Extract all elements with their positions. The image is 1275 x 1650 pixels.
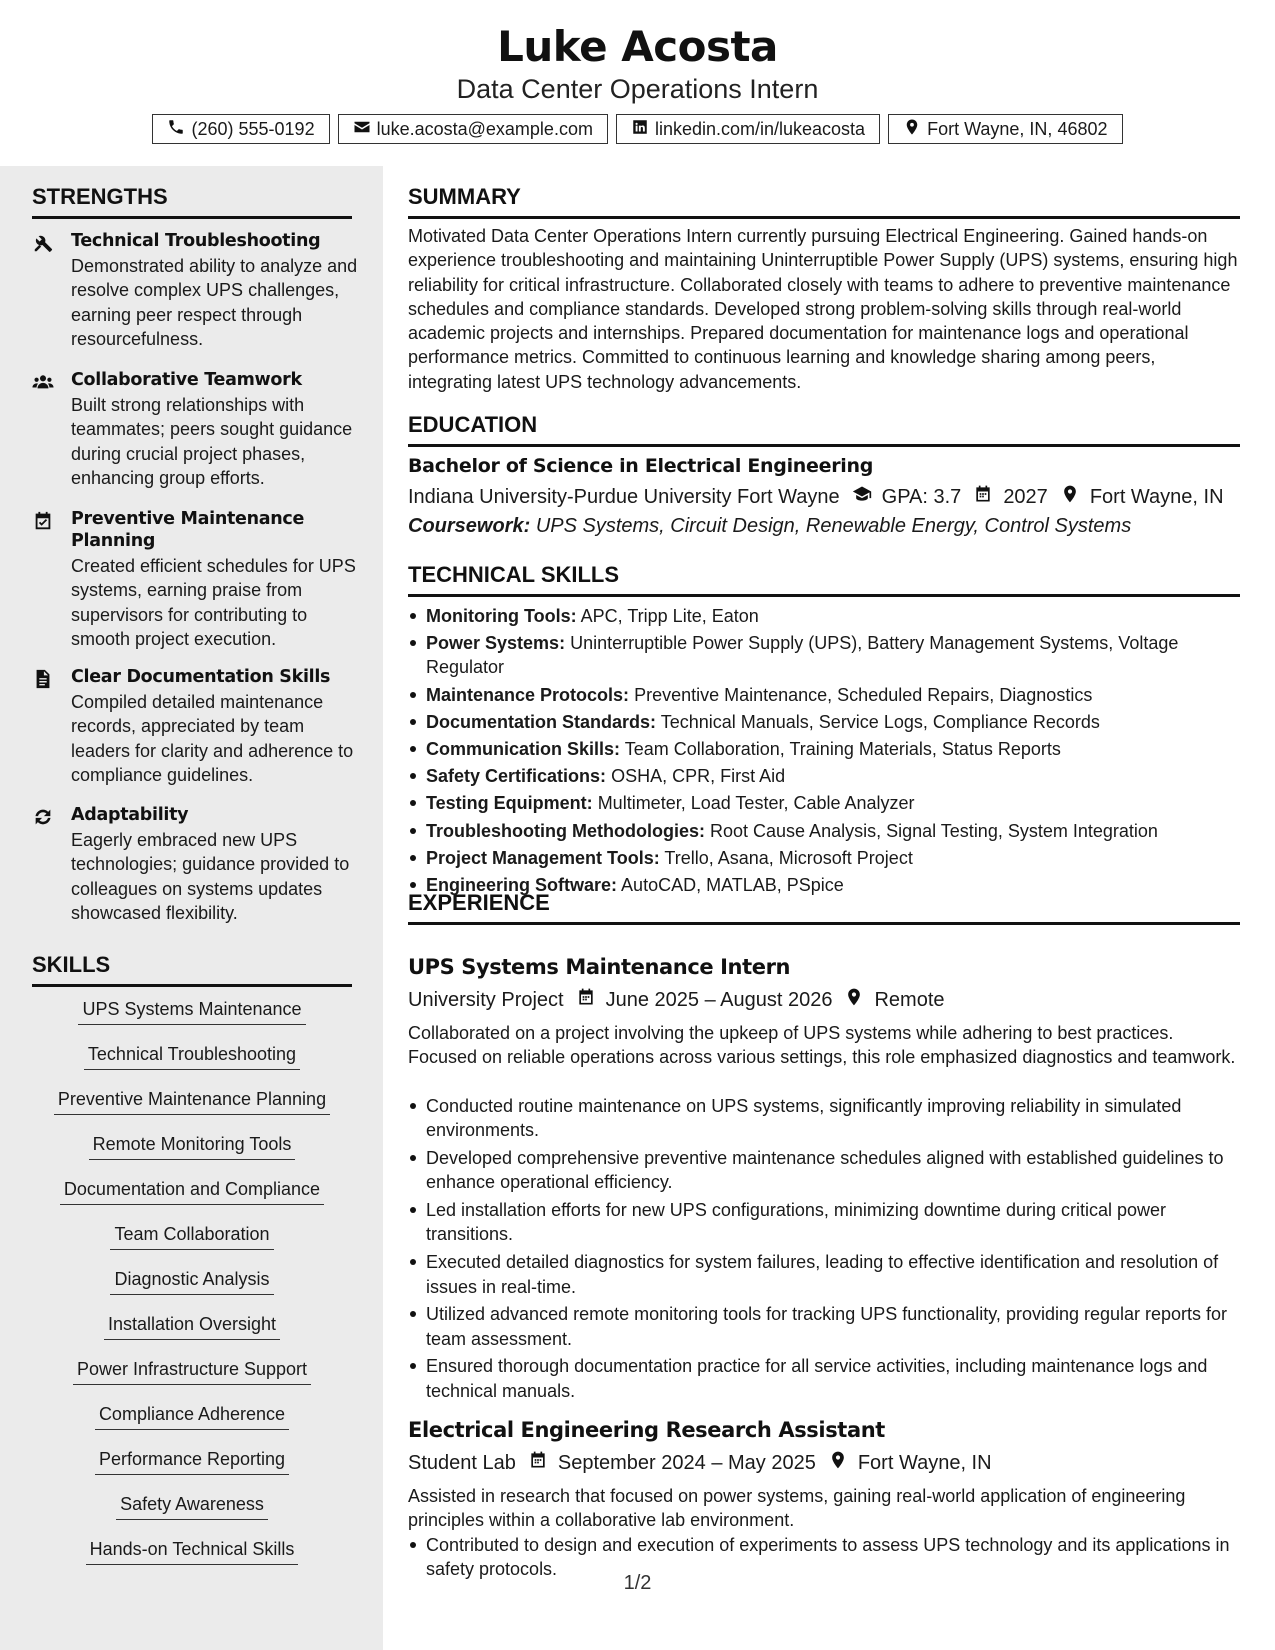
strength-title: Collaborative Teamwork — [71, 370, 302, 390]
job-org: Student Lab — [408, 1451, 516, 1474]
skill-tag: Compliance Adherence — [32, 1395, 352, 1440]
school-location: Fort Wayne, IN — [1089, 485, 1224, 508]
strength-item — [32, 666, 362, 787]
strength-title: Clear Documentation Skills — [71, 667, 331, 687]
list-item: Monitoring Tools: APC, Tripp Lite, Eaton — [408, 604, 1240, 628]
calendar-icon — [961, 484, 1003, 510]
linkedin-icon — [631, 118, 649, 141]
skills-heading: SKILLS — [32, 952, 352, 987]
education-heading: EDUCATION — [408, 412, 1240, 447]
strength-title: Technical Troubleshooting — [71, 231, 321, 251]
skill-tag: Diagnostic Analysis — [32, 1260, 352, 1305]
strength-item — [32, 804, 362, 925]
users-icon — [32, 371, 54, 393]
strength-item — [32, 369, 362, 490]
tools-icon — [32, 232, 54, 254]
degree-title: Bachelor of Science in Electrical Engineering — [408, 455, 873, 477]
job-org: University Project — [408, 988, 564, 1011]
job-title: Electrical Engineering Research Assistant — [408, 1418, 885, 1442]
map-pin-icon — [816, 1450, 858, 1476]
strength-desc: Eagerly embraced new UPS technologies; guidance provided to colleagues on systems updates showcased flexibility. — [71, 830, 350, 923]
coursework-label: Coursework: — [408, 515, 531, 537]
document-icon — [32, 668, 54, 690]
list-item: Testing Equipment: Multimeter, Load Tester, Cable Analyzer — [408, 791, 1240, 815]
graduation-year: 2027 — [1003, 485, 1048, 508]
contact-email[interactable] — [338, 114, 608, 144]
strength-title: Preventive Maintenance Planning — [71, 509, 305, 551]
list-item: Power Systems: Uninterruptible Power Supply (UPS), Battery Management Systems, Voltage Regulator — [408, 631, 1240, 680]
job-meta — [408, 1450, 992, 1476]
list-item: Led installation efforts for new UPS configurations, minimizing downtime during critical power transitions. — [408, 1198, 1240, 1247]
skill-tag: Documentation and Compliance — [32, 1170, 352, 1215]
contact-location-text: Fort Wayne, IN, 46802 — [927, 118, 1108, 139]
job-description: Collaborated on a project involving the upkeep of UPS systems while adhering to best practices. Focused on reliable operations across various settings, this role emphasized diagnostics and teamwork. — [408, 1023, 1236, 1068]
calendar-icon — [516, 1450, 558, 1476]
job-dates: September 2024 – May 2025 — [557, 1451, 816, 1474]
skill-tag: Power Infrastructure Support — [32, 1350, 352, 1395]
contact-linkedin[interactable] — [616, 114, 880, 144]
list-item: Engineering Software: AutoCAD, MATLAB, PSpice — [408, 873, 1240, 897]
strength-title: Adaptability — [71, 805, 189, 825]
list-item: Utilized advanced remote monitoring tools for tracking UPS functionality, providing regular reports for team assessment. — [408, 1302, 1240, 1351]
summary-text: Motivated Data Center Operations Intern currently pursuing Electrical Engineering. Gained hands-on experience troubleshooting and maintaining Uninterruptible Power Supply (UPS) systems, ensuring high reliability for critical infrastructure. Collaborated closely with teams to adhere to preventive maintenance schedules and compliance standards. Developed strong problem-solving skills through real-world academic projects and internships. Prepared documentation for maintenance logs and operational performance metrics. Committed to continuous learning and knowledge sharing among peers, integrating latest UPS technology advancements. — [408, 226, 1238, 392]
list-item: Executed detailed diagnostics for system failures, leading to effective identification and resolution of issues in real-time. — [408, 1250, 1240, 1299]
list-item: Project Management Tools: Trello, Asana, Microsoft Project — [408, 846, 1240, 870]
calendar-icon — [564, 987, 606, 1013]
skill-tag: Remote Monitoring Tools — [32, 1125, 352, 1170]
job-description: Assisted in research that focused on power systems, gaining real-world application of engineering principles within a collaborative lab environment. — [408, 1486, 1186, 1531]
skill-tag: Preventive Maintenance Planning — [32, 1080, 352, 1125]
strength-desc: Created efficient schedules for UPS systems, earning praise from supervisors for contributing to smooth project execution. — [71, 556, 356, 649]
job-location: Fort Wayne, IN — [857, 1451, 992, 1474]
skill-tag: UPS Systems Maintenance — [32, 990, 352, 1035]
list-item: Documentation Standards: Technical Manuals, Service Logs, Compliance Records — [408, 710, 1240, 734]
job-bullets — [408, 1094, 1240, 1407]
coursework-list: UPS Systems, Circuit Design, Renewable Energy, Control Systems — [535, 515, 1132, 537]
job-location: Remote — [874, 988, 945, 1011]
list-item: Maintenance Protocols: Preventive Maintenance, Scheduled Repairs, Diagnostics — [408, 683, 1240, 707]
page-number: 1/2 — [623, 1572, 652, 1594]
skills-list — [32, 990, 352, 1575]
technical-skills-list — [408, 604, 1240, 900]
strength-item — [32, 230, 362, 351]
map-pin-icon — [903, 118, 921, 141]
contact-linkedin-text: linkedin.com/in/lukeacosta — [654, 118, 866, 139]
school-name: Indiana University-Purdue University Fort Wayne — [408, 485, 840, 508]
calendar-check-icon — [32, 510, 54, 532]
gpa: GPA: 3.7 — [881, 485, 962, 508]
map-pin-icon — [1048, 484, 1090, 510]
strength-desc: Built strong relationships with teammates; peers sought guidance during crucial project phases, enhancing group efforts. — [71, 395, 353, 488]
skill-tag: Hands-on Technical Skills — [32, 1530, 352, 1575]
job-dates: June 2025 – August 2026 — [605, 988, 833, 1011]
skill-tag: Safety Awareness — [32, 1485, 352, 1530]
skill-tag: Technical Troubleshooting — [32, 1035, 352, 1080]
contact-phone-text: (260) 555-0192 — [191, 118, 315, 139]
list-item: Developed comprehensive preventive maintenance schedules aligned with established guidelines to enhance operational efficiency. — [408, 1146, 1240, 1195]
phone-icon — [167, 118, 185, 141]
candidate-name: Luke Acosta — [497, 22, 778, 71]
skill-tag: Installation Oversight — [32, 1305, 352, 1350]
contact-email-text: luke.acosta@example.com — [376, 118, 593, 139]
list-item: Troubleshooting Methodologies: Root Cause Analysis, Signal Testing, System Integration — [408, 819, 1240, 843]
job-title: UPS Systems Maintenance Intern — [408, 955, 791, 979]
job-meta — [408, 987, 945, 1013]
strengths-heading: STRENGTHS — [32, 184, 352, 219]
map-pin-icon — [832, 987, 874, 1013]
list-item: Conducted routine maintenance on UPS systems, significantly improving reliability in simulated environments. — [408, 1094, 1240, 1143]
graduation-cap-icon — [840, 484, 882, 510]
technical-skills-heading: TECHNICAL SKILLS — [408, 562, 1240, 597]
strength-item — [32, 508, 362, 651]
list-item: Contributed to design and execution of experiments to assess UPS technology and its applications in safety protocols. — [408, 1533, 1240, 1582]
strength-desc: Compiled detailed maintenance records, appreciated by team leaders for clarity and adherence to compliance guidelines. — [71, 692, 354, 785]
contact-location — [888, 114, 1122, 144]
education-meta — [408, 484, 1224, 510]
coursework — [408, 515, 1131, 538]
strength-desc: Demonstrated ability to analyze and resolve complex UPS challenges, earning peer respect through resourcefulness. — [71, 256, 358, 349]
contact-bar — [0, 114, 1275, 144]
list-item: Communication Skills: Team Collaboration, Training Materials, Status Reports — [408, 737, 1240, 761]
sync-icon — [32, 806, 54, 828]
skill-tag: Performance Reporting — [32, 1440, 352, 1485]
skill-tag: Team Collaboration — [32, 1215, 352, 1260]
candidate-title: Data Center Operations Intern — [456, 74, 819, 104]
list-item: Ensured thorough documentation practice for all service activities, including maintenance logs and technical manuals. — [408, 1354, 1240, 1403]
contact-phone[interactable] — [152, 114, 329, 144]
envelope-icon — [353, 118, 371, 141]
list-item: Safety Certifications: OSHA, CPR, First Aid — [408, 764, 1240, 788]
resume-header — [0, 0, 1275, 166]
summary-heading: SUMMARY — [408, 184, 1240, 219]
experience-heading: EXPERIENCE — [408, 890, 1240, 925]
